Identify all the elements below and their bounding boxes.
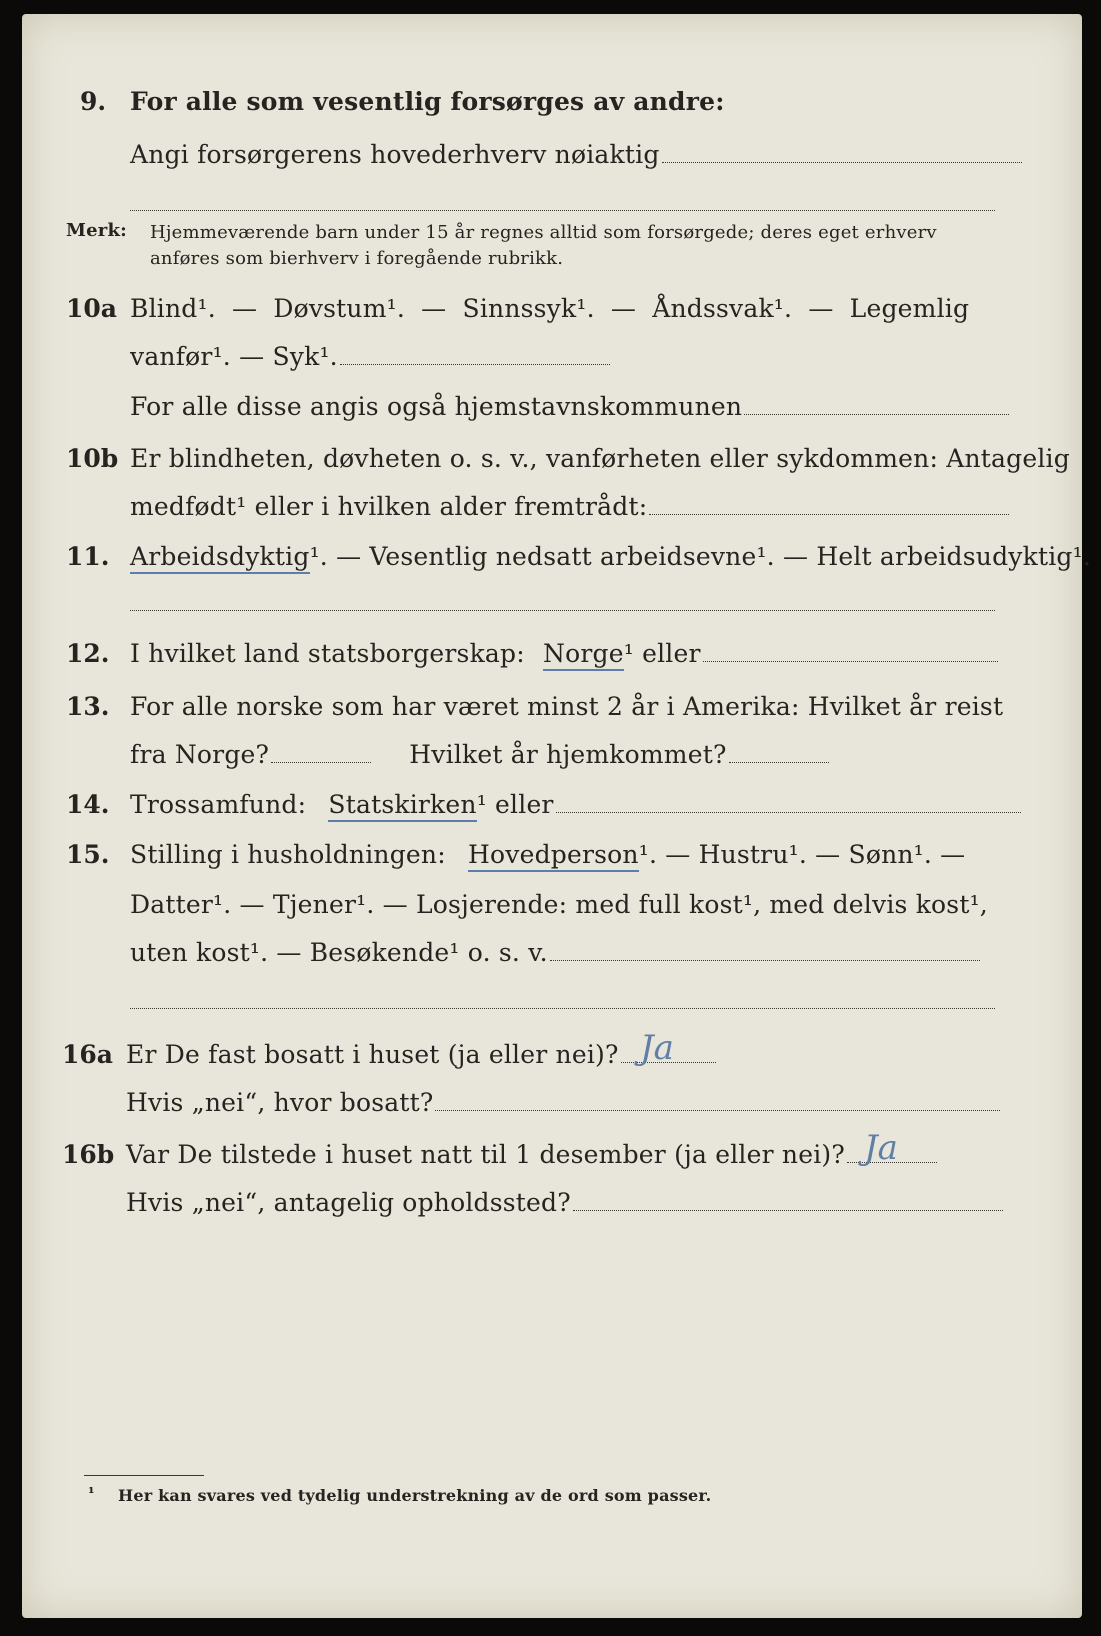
census-form-page bbox=[22, 14, 1091, 1618]
q10b-line1: Er blindheten, døvheten o. s. v., vanførheten eller sykdommen: Antagelig bbox=[130, 444, 1070, 473]
q12-number: 12. bbox=[66, 639, 110, 668]
q15-prompt: Stilling i husholdningen: bbox=[130, 840, 446, 869]
q10a-line3 bbox=[130, 392, 1009, 421]
q12-option-norge[interactable]: Norge bbox=[543, 639, 624, 671]
q14-option-statskirken[interactable]: Statskirken bbox=[328, 790, 476, 822]
q15-options-row1: ¹. — Hustru¹. — Sønn¹. — bbox=[638, 840, 966, 869]
q10b-line2 bbox=[130, 492, 1009, 521]
q11-line bbox=[130, 542, 1091, 571]
q16b-opholdssted-field[interactable] bbox=[573, 1209, 1003, 1211]
q10a-syk-field[interactable] bbox=[340, 363, 610, 365]
q13-line2 bbox=[130, 740, 829, 769]
q9-prompt: Angi forsørgerens hovederhverv nøiaktig bbox=[130, 140, 660, 169]
q12-eller: ¹ eller bbox=[623, 639, 701, 668]
q16a-bosatt-field[interactable] bbox=[435, 1109, 1000, 1111]
q10b-number: 10b bbox=[66, 444, 119, 473]
q16b-line1 bbox=[126, 1140, 937, 1169]
q12-line bbox=[130, 639, 998, 668]
q11-number: 11. bbox=[66, 542, 110, 571]
footnote-mark: ¹ bbox=[88, 1484, 95, 1502]
q9-answer-field[interactable] bbox=[662, 161, 1022, 163]
q9-answer-field-2[interactable] bbox=[130, 210, 995, 211]
q16a-bosatt-label: Hvis „nei“, hvor bosatt? bbox=[126, 1088, 434, 1117]
q10a-number: 10a bbox=[66, 294, 117, 323]
q15-line2: Datter¹. — Tjener¹. — Losjerende: med full kost¹, med delvis kost¹, bbox=[130, 890, 988, 919]
q16b-prompt: Var De tilstede i huset natt til 1 desember (ja eller nei)? bbox=[126, 1140, 845, 1169]
q9-heading: For alle som vesentlig forsørges av andre: bbox=[130, 87, 725, 116]
q14-answer-field[interactable] bbox=[556, 811, 1021, 813]
q16b-handwritten-answer: Ja bbox=[864, 1128, 898, 1168]
q15-line3 bbox=[130, 938, 980, 967]
q10a-hjemstavn-label: For alle disse angis også hjemstavnskommunen bbox=[130, 392, 743, 421]
merk-line1: Hjemmeværende barn under 15 år regnes alltid som forsørgede; deres eget erhverv bbox=[150, 222, 937, 243]
q15-options-row3: uten kost¹. — Besøkende¹ o. s. v. bbox=[130, 938, 548, 967]
footnote-divider bbox=[84, 1475, 204, 1476]
q16b-opholdssted-label: Hvis „nei“, antagelig opholdssted? bbox=[126, 1188, 571, 1217]
q16a-line2 bbox=[126, 1088, 1000, 1117]
q14-prompt: Trossamfund: bbox=[130, 790, 307, 819]
merk-line2: anføres som bierhverv i foregående rubrikk. bbox=[150, 248, 564, 269]
q11-answer-field[interactable] bbox=[130, 610, 995, 611]
q11-other-options: ¹. — Vesentlig nedsatt arbeidsevne¹. — Helt arbeidsudyktig¹. bbox=[309, 542, 1091, 571]
q15-line1 bbox=[130, 840, 965, 869]
q16a-prompt: Er De fast bosatt i huset (ja eller nei)? bbox=[126, 1040, 619, 1069]
q13-reist-field[interactable] bbox=[271, 761, 371, 763]
q16b-line2 bbox=[126, 1188, 1003, 1217]
footnote-text: Her kan svares ved tydelig understrekning av de ord som passer. bbox=[118, 1486, 712, 1505]
q15-option-hovedperson[interactable]: Hovedperson bbox=[468, 840, 639, 872]
q9-number: 9. bbox=[80, 87, 107, 116]
q10a-line1: Blind¹. — Døvstum¹. — Sinnssyk¹. — Åndssvak¹. — Legemlig bbox=[130, 294, 970, 323]
q12-prompt: I hvilket land statsborgerskap: bbox=[130, 639, 525, 668]
q14-line bbox=[130, 790, 1021, 819]
q13-reist-label: fra Norge? bbox=[130, 740, 270, 769]
q15-answer-field[interactable] bbox=[550, 959, 980, 961]
q16a-line1 bbox=[126, 1040, 716, 1069]
q16a-handwritten-answer: Ja bbox=[640, 1028, 674, 1068]
q15-number: 15. bbox=[66, 840, 110, 869]
q13-hjemkommet-field[interactable] bbox=[729, 761, 829, 763]
q10b-answer-field[interactable] bbox=[649, 513, 1009, 515]
q13-hjemkommet-label: Hvilket år hjemkommet? bbox=[409, 740, 727, 769]
q13-number: 13. bbox=[66, 692, 110, 721]
q10a-syk-label: vanfør¹. — Syk¹. bbox=[130, 342, 338, 371]
q13-line1: For alle norske som har været minst 2 år i Amerika: Hvilket år reist bbox=[130, 692, 1004, 721]
q12-answer-field[interactable] bbox=[703, 660, 998, 662]
q15-answer-field-2[interactable] bbox=[130, 1008, 995, 1009]
q10a-line2 bbox=[130, 342, 610, 371]
q16a-number: 16a bbox=[62, 1040, 113, 1069]
q9-line bbox=[130, 140, 1022, 169]
q14-number: 14. bbox=[66, 790, 110, 819]
q16b-number: 16b bbox=[62, 1140, 115, 1169]
merk-label: Merk: bbox=[66, 220, 127, 241]
q14-eller: ¹ eller bbox=[476, 790, 554, 819]
q10b-prompt: medfødt¹ eller i hvilken alder fremtrådt: bbox=[130, 492, 648, 521]
q10a-hjemstavn-field[interactable] bbox=[744, 413, 1009, 415]
q11-option-arbeidsdyktig[interactable]: Arbeidsdyktig bbox=[130, 542, 310, 574]
